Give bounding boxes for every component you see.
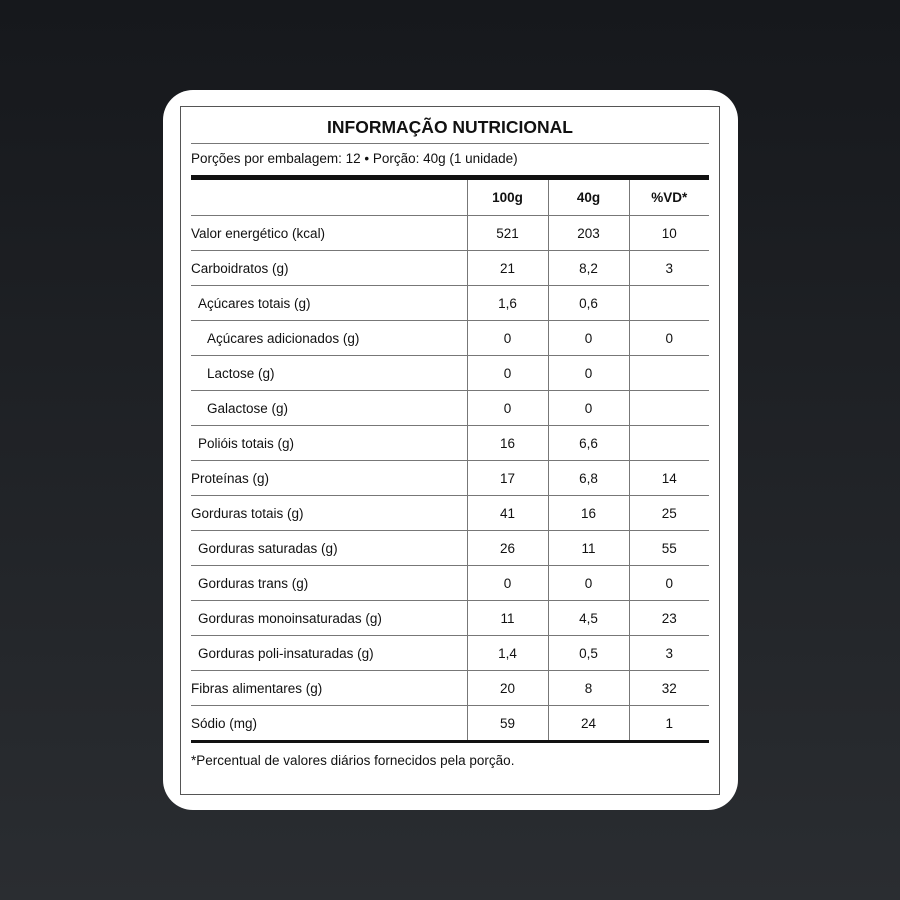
value-per-100g: 26	[467, 531, 548, 566]
value-daily-percent: 23	[629, 601, 709, 636]
portions-info: Porções por embalagem: 12 • Porção: 40g (1 unidade)	[191, 151, 518, 166]
table-row	[191, 356, 709, 391]
value-per-100g: 521	[467, 216, 548, 251]
header-daily-value: %VD*	[629, 180, 709, 216]
table-row	[191, 321, 709, 356]
value-per-portion: 4,5	[548, 601, 629, 636]
nutrient-name: Gorduras saturadas (g)	[191, 531, 467, 566]
value-daily-percent	[629, 426, 709, 461]
value-daily-percent: 0	[629, 566, 709, 601]
nutrient-name: Galactose (g)	[191, 391, 467, 426]
value-per-portion: 0	[548, 566, 629, 601]
table-row	[191, 461, 709, 496]
value-daily-percent	[629, 391, 709, 426]
value-daily-percent	[629, 356, 709, 391]
table-row	[191, 671, 709, 706]
value-daily-percent: 3	[629, 251, 709, 286]
table-row	[191, 566, 709, 601]
nutrient-name: Açúcares adicionados (g)	[191, 321, 467, 356]
value-per-portion: 0	[548, 356, 629, 391]
value-daily-percent: 0	[629, 321, 709, 356]
value-per-portion: 16	[548, 496, 629, 531]
value-per-portion: 24	[548, 706, 629, 741]
table-row	[191, 601, 709, 636]
table-row	[191, 251, 709, 286]
footnote: *Percentual de valores diários fornecidos pela porção.	[191, 753, 515, 768]
nutrient-name: Gorduras poli-insaturadas (g)	[191, 636, 467, 671]
table-row	[191, 496, 709, 531]
table-row	[191, 216, 709, 251]
value-per-portion: 0,5	[548, 636, 629, 671]
nutrient-name: Gorduras monoinsaturadas (g)	[191, 601, 467, 636]
value-per-portion: 8	[548, 671, 629, 706]
value-daily-percent: 3	[629, 636, 709, 671]
value-per-100g: 0	[467, 566, 548, 601]
value-per-100g: 11	[467, 601, 548, 636]
value-per-100g: 0	[467, 321, 548, 356]
value-per-100g: 21	[467, 251, 548, 286]
table-row	[191, 636, 709, 671]
nutrient-name: Gorduras trans (g)	[191, 566, 467, 601]
nutrient-name: Sódio (mg)	[191, 715, 258, 731]
nutrition-label	[180, 106, 720, 795]
nutrient-name: Lactose (g)	[191, 356, 467, 391]
value-per-100g: 16	[467, 426, 548, 461]
value-per-portion: 0	[548, 321, 629, 356]
nutrient-name: Polióis totais (g)	[191, 426, 467, 461]
table-body	[191, 216, 709, 741]
value-daily-percent: 32	[629, 671, 709, 706]
value-daily-percent: 10	[629, 216, 709, 251]
value-per-100g: 1,6	[467, 286, 548, 321]
nutrient-name: Fibras alimentares (g)	[191, 671, 467, 706]
nutrition-table	[191, 180, 709, 740]
value-per-100g: 41	[467, 496, 548, 531]
value-daily-percent	[629, 286, 709, 321]
value-per-portion: 6,6	[548, 426, 629, 461]
table-row	[191, 706, 709, 741]
nutrient-name: Proteínas (g)	[191, 461, 467, 496]
nutrition-card	[163, 90, 738, 810]
value-per-portion: 6,8	[548, 461, 629, 496]
nutrient-name: Gorduras totais (g)	[191, 496, 467, 531]
table-row	[191, 286, 709, 321]
value-daily-percent: 25	[629, 496, 709, 531]
nutrient-name: Carboidratos (g)	[191, 251, 467, 286]
label-title: INFORMAÇÃO NUTRICIONAL	[191, 107, 709, 144]
value-per-portion: 11	[548, 531, 629, 566]
value-per-portion: 203	[548, 216, 629, 251]
value-per-100g: 20	[467, 671, 548, 706]
table-row	[191, 531, 709, 566]
table-row	[191, 391, 709, 426]
value-per-100g: 17	[467, 461, 548, 496]
header-per-portion: 40g	[548, 180, 629, 216]
value-per-100g: 0	[467, 391, 548, 426]
value-daily-percent: 55	[629, 531, 709, 566]
value-per-portion: 8,2	[548, 251, 629, 286]
value-daily-percent: 14	[629, 461, 709, 496]
header-per-100g: 100g	[467, 180, 548, 216]
value-per-100g: 59	[467, 706, 548, 741]
value-per-portion: 0,6	[548, 286, 629, 321]
nutrient-name: Açúcares totais (g)	[191, 286, 467, 321]
value-per-portion: 0	[548, 391, 629, 426]
value-per-100g: 0	[467, 356, 548, 391]
value-per-100g: 1,4	[467, 636, 548, 671]
nutrient-name: Valor energético (kcal)	[191, 216, 467, 251]
table-header-row	[191, 180, 709, 216]
header-nutrient	[191, 180, 467, 216]
table-row	[191, 426, 709, 461]
value-daily-percent: 1	[629, 706, 709, 741]
